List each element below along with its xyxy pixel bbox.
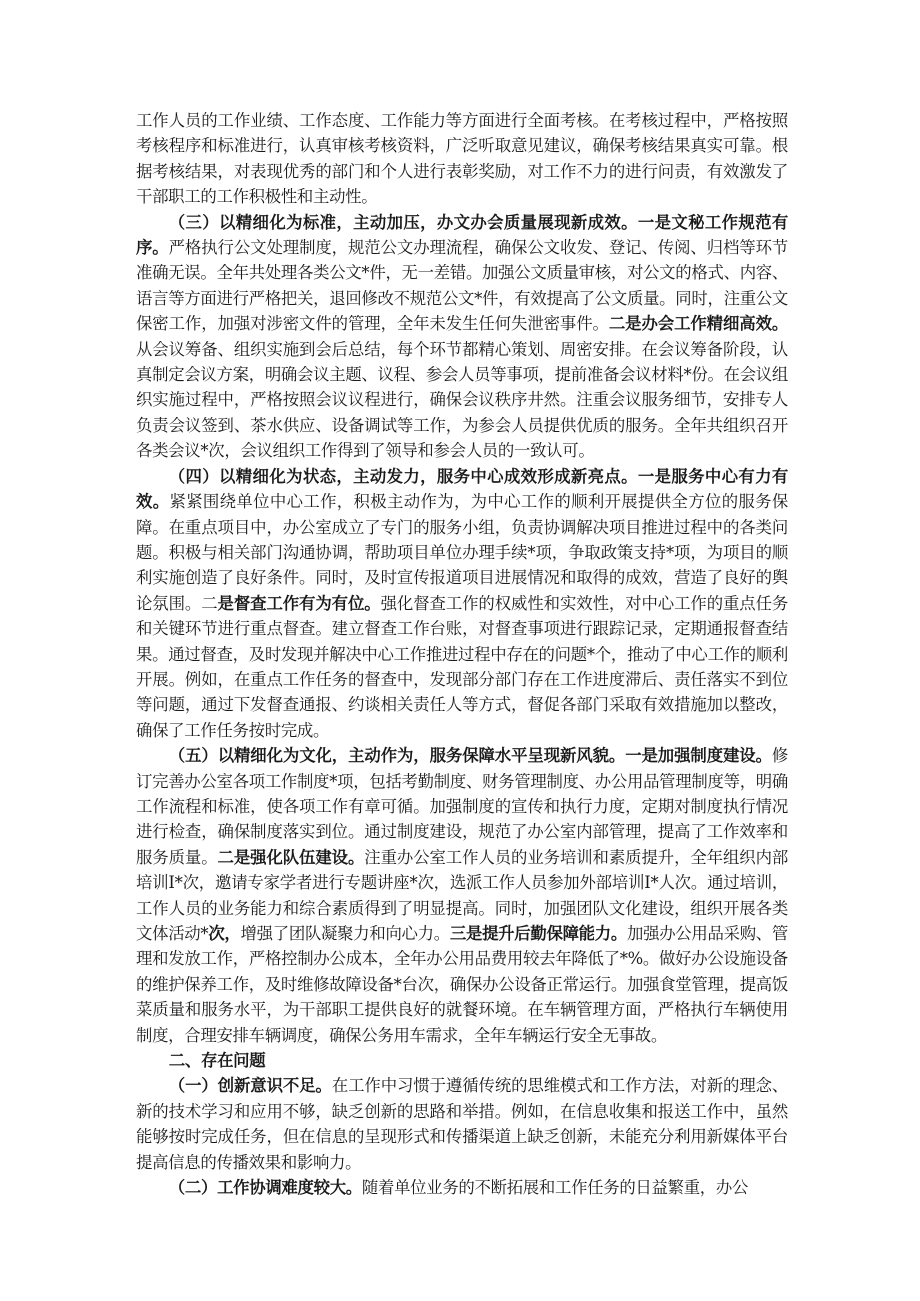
body-paragraph xyxy=(136,210,788,464)
issue-title: （二）工作协调难度较大。 xyxy=(168,1178,362,1198)
text-run: 紧紧围绕单位中心工作，积极主动作为，为中心工作的顺利开展提供全方位的服务保障。在重点项目中，办公室成立了专门的服务小组，负责协调解决项目推进过程中的各类问题。积极与相关部门沟通协调，帮助项目单位办理手续*项，争取政策支持*项，为项目的顺利实施创造了良好条件。同时，及时宣传报道项目进展情况和取得的成效，营造了良好的舆论氛围。二 xyxy=(136,492,788,613)
issue-title: （一）创新意识不足。 xyxy=(168,1076,332,1096)
text-run: 强化督查工作的权威性和实效性，对中心工作的重点任务和关键环节进行重点督查。建立督查工作台账，对督查事项进行跟踪记录，定期通报督查结果。通过督查，及时发现并解决中心工作推进过程中存在的问题*个，推动了中心工作的顺利开展。例如，在重点工作任务的督查中，发现部分部门存在工作进度滞后、责任落实不到位等问题，通过下发督查通报、约谈相关责任人等方式，督促各部门采取有效措施加以整改，确保了工作任务按时完成。 xyxy=(136,593,789,740)
text-run: 注重办公室工作人员的业务培训和素质提升，全年组织内部培训I*次，邀请专家学者进行专题讲座*次，选派工作人员参加外部培训I*人次。通过培训，工作人员的业务能力和综合素质得到了明显提高。同时，加强团队文化建设，组织开展各类文体活动* xyxy=(136,847,788,943)
bold-run: （三）以精细化为标准，主动加压，办文办会质量展现新成效。一是文秘工作规范有序。 xyxy=(136,212,788,258)
bold-run: （五）以精细化为文化，主动作为，服务保障水平呈现新风貌。一是加强制度建设。 xyxy=(168,746,772,766)
text-run: 从会议筹备、组织实施到会后总结，每个环节都精心策划、周密安排。在会议筹备阶段，认真制定会议方案，明确会议主题、议程、参会人员等事项，提前准备会议材料*份。在会议组织实施过程中，严格按照会议议程进行，确保会议秩序井然。注重会议服务细节，安排专人负责会议签到、茶水供应、设备调试等工作，为参会人员提供优质的服务。全年共组织召开各类会议*次，会议组织工作得到了领导和参会人员的一致认可。 xyxy=(136,339,788,461)
body-paragraph xyxy=(136,743,788,1048)
section-heading: 二、存在问题 xyxy=(168,1051,266,1071)
document-page xyxy=(136,108,788,1200)
issue-body: 在工作中习惯于遵循传统的思维模式和工作方法，对新的理念、新的技术学习和应用不够，缺乏创新的思路和举措。例如，在信息收集和报送工作中，虽然能够按时完成任务，但在信息的呈现形式和传播渠道上缺乏创新，未能充分利用新媒体平台提高信息的传播效果和影响力。 xyxy=(136,1076,789,1172)
text-run: 工作人员的工作业绩、工作态度、工作能力等方面进行全面考核。在考核过程中，严格按照考核程序和标准进行，认真审核考核资料，广泛听取意见建议，确保考核结果真实可靠。根据考核结果，对表现优秀的部门和个人进行表彰奖励，对工作不力的进行问责，有效激发了干部职工的工作积极性和主动性。 xyxy=(136,111,788,207)
text-run: 严格执行公文处理制度，规范公文办理流程，确保公文收发、登记、传阅、归档等环节准确无误。全年共处理各类公文*件，无一差错。加强公文质量审核，对公文的格式、内容、语言等方面进行严格把关，退回修改不规范公文*件，有效提高了公文质量。同时，注重公文保密工作，加强对涉密文件的管理，全年未发生任何失泄密事件。 xyxy=(136,238,788,334)
document-body xyxy=(136,108,788,1048)
body-paragraph xyxy=(136,464,788,743)
bold-run: 二是强化队伍建设。 xyxy=(217,847,365,867)
bold-run: （四）以精细化为状态，主动发力，服务中心成效形成新亮点。一是服务中心有力有效。 xyxy=(136,466,788,512)
bold-run: 三是提升后勤保障能力。 xyxy=(449,924,627,943)
text-run: 增强了团队凝聚力和向心力。 xyxy=(240,924,450,943)
issue-body: 随着单位业务的不断拓展和工作任务的日益繁重，办公 xyxy=(361,1178,749,1198)
bold-run: 次， xyxy=(208,924,241,943)
issue-paragraph-2 xyxy=(136,1175,788,1200)
text-run: 修订完善办公室各项工作制度*项，包括考勤制度、财务管理制度、办公用品管理制度等，明确工作流程和标准，使各项工作有章可循。加强制度的宣传和执行力度，定期对制度执行情况进行检查，确保制度落实到位。通过制度建设，规范了办公室内部管理，提高了工作效率和服务质量。 xyxy=(136,746,788,867)
issue-paragraph-1 xyxy=(136,1073,788,1175)
body-paragraph xyxy=(136,108,788,210)
text-run: 加强办公用品采购、管理和发放工作，严格控制办公成本，全年办公用品费用较去年降低了*%。做好办公设施设备的维护保养工作，及时维修故障设备*台次，确保办公设备正常运行。加强食堂管理，提高饭菜质量和服务水平，为干部职工提供良好的就餐环境。在车辆管理方面，严格执行车辆使用制度，合理安排车辆调度，确保公务用车需求，全年车辆运行安全无事故。 xyxy=(136,924,788,1045)
bold-run: 是督查工作有为有位。 xyxy=(217,593,381,613)
bold-run: 二是办会工作精细高效。 xyxy=(608,314,788,334)
